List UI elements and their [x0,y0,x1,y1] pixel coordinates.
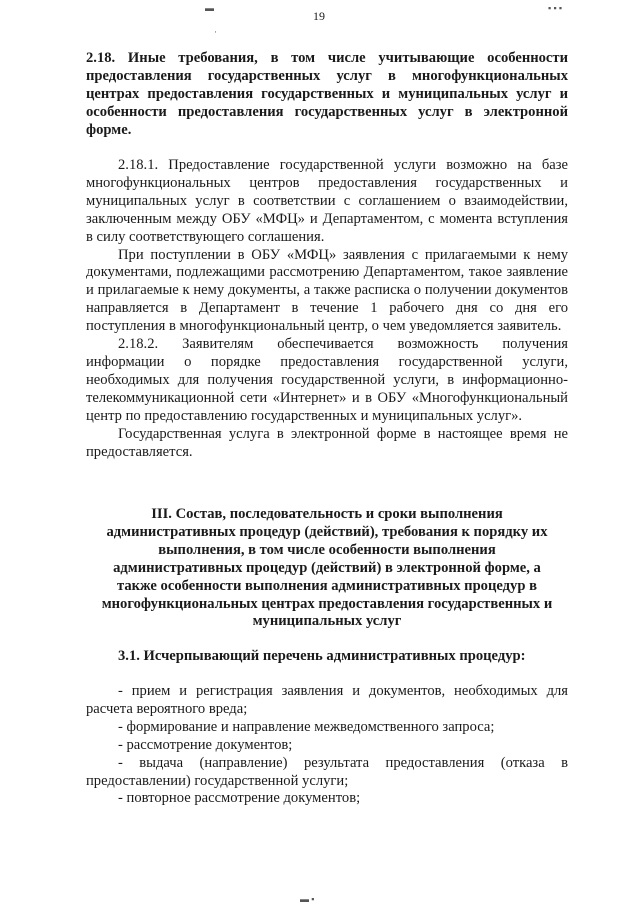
list-item: - выдача (направление) результата предоставления (отказа в предоставлении) государственной услуги; [86,754,568,789]
page-number: 19 [313,9,325,23]
section-2-18-heading: 2.18. Иные требования, в том числе учитывающие особенности предоставления государственных услуг в многофункциональных центрах предоставления государственных и муниципальных услуг и особенности предоставления государственных услуг в электронной форме. [86,50,568,138]
paragraph-2-18-1: 2.18.1. Предоставление государственной услуги возможно на базе многофункциональных центров предоставления государственных и муниципальных услуг в соответствии с соглашением о взаимодействии, заключенным между ОБУ «МФЦ» и Департаментом, с момента вступления в силу соответствующего соглашения. [86,157,568,245]
scan-speck: · [214,27,217,37]
section-3-heading: III. Состав, последовательность и сроки выполнения административных процедур (действий), требования к порядку их выполнения, в том числе особенности выполнения административных процедур (действий) в электронной форме, а также особенности выполнения административных процедур в многофункциональных центрах предоставления государственных и муниципальных услуг [101,506,553,630]
scan-speck: ▬ [205,3,214,13]
section-2-18-body [86,157,568,461]
list-item: - повторное рассмотрение документов; [118,790,361,807]
list-item: - формирование и направление межведомственного запроса; [118,718,495,735]
paragraph-electronic-form: Государственная услуга в электронной форме в настоящее время не предоставляется. [86,425,568,460]
list-item: - прием и регистрация заявления и документов, необходимых для расчета вероятного вреда; [86,683,568,717]
scan-speck: ▪ ▪ ▪ [548,3,563,13]
list-item: - рассмотрение документов; [118,736,293,753]
scan-speck: ▬ ▪ [300,894,315,904]
paragraph-mfc-submission: При поступлении в ОБУ «МФЦ» заявления с прилагаемыми к нему документами, подлежащими рассмотрению Департаментом, такое заявление и прилагаемые к нему документы, а также расписка о получении документов направляется в Департамент в течение 1 рабочего дня со дня его поступления в многофункциональный центр, о чем уведомляется заявитель. [86,246,568,335]
procedure-list [86,683,568,808]
section-3-1-heading: 3.1. Исчерпывающий перечень административных процедур: [118,648,526,664]
paragraph-2-18-2: 2.18.2. Заявителям обеспечивается возможность получения информации о порядке предоставления государственной услуги, необходимых для получения государственной услуги, в информационно-телекоммуникационной сети «Интернет» и в ОБУ «Многофункциональный центр по предоставлению государственных и муниципальных услуг». [86,336,568,424]
